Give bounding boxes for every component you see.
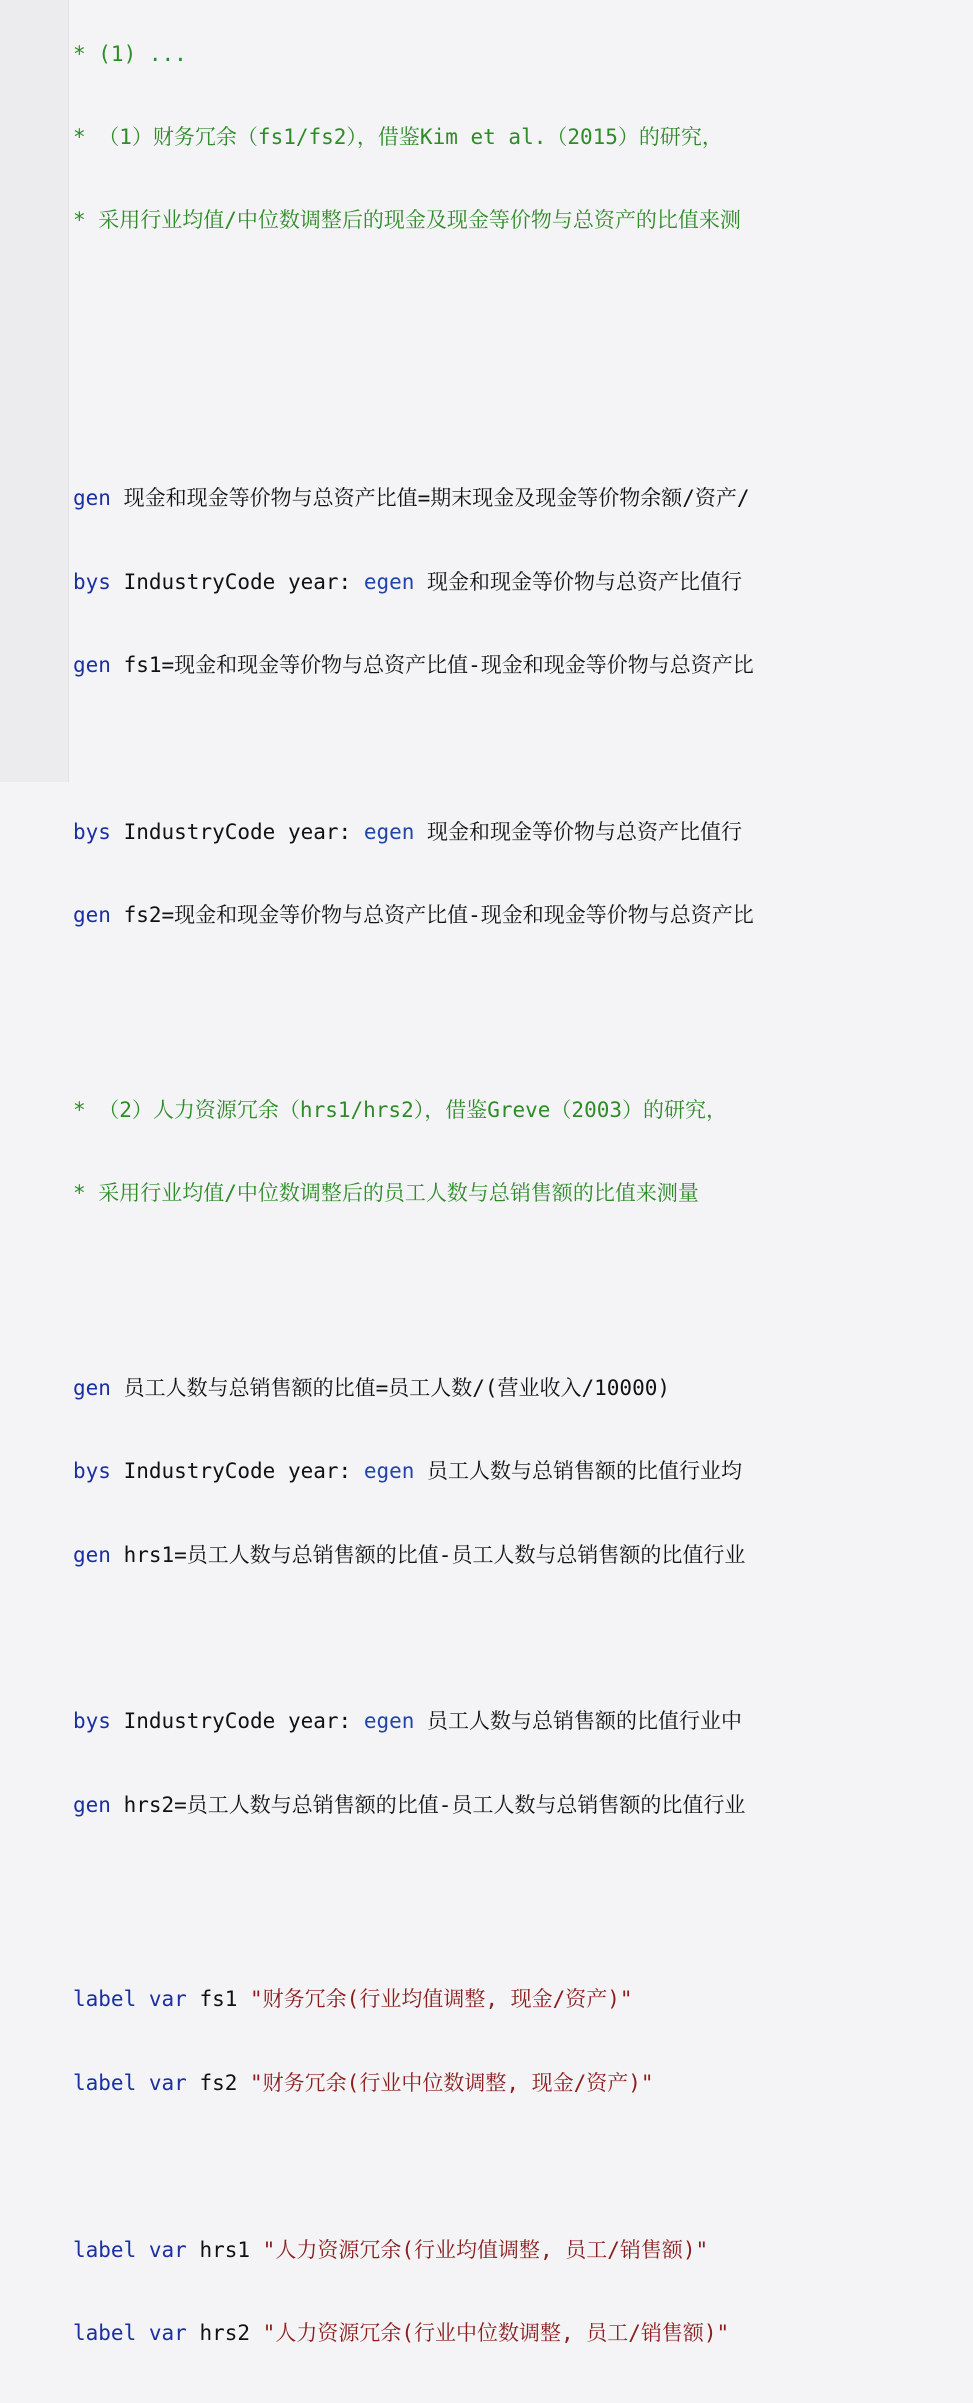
- blank-line: [73, 374, 973, 402]
- code-text: hrs2=员工人数与总销售额的比值-员工人数与总销售额的比值行业: [110, 1792, 746, 1817]
- blank-line: [73, 291, 973, 319]
- blank-line: [73, 986, 973, 1014]
- code-line: [73, 1986, 973, 2014]
- code-text: 现金和现金等价物与总资产比值=期末现金及现金等价物余额/资产/: [110, 486, 750, 511]
- blank-line: [73, 1625, 973, 1653]
- code-line: [73, 569, 973, 597]
- string-literal: "财务冗余(行业均值调整, 现金/资产)": [250, 1987, 633, 2012]
- code-line: [73, 2320, 973, 2348]
- code-line: [73, 902, 973, 930]
- code-text: 员工人数与总销售额的比值行业均: [414, 1459, 743, 1484]
- code-text: IndustryCode year:: [110, 569, 364, 594]
- keyword-var: var: [148, 2070, 187, 2095]
- code-line: [73, 652, 973, 680]
- code-text: fs2=现金和现金等价物与总资产比值-现金和现金等价物与总资产比: [110, 903, 754, 928]
- code-text: IndustryCode year:: [110, 819, 364, 844]
- keyword-bys: bys: [73, 819, 111, 844]
- keyword-egen: egen: [363, 819, 415, 844]
- keyword-var: var: [148, 2320, 187, 2345]
- keyword-bys: bys: [73, 1709, 111, 1734]
- keyword-label: label: [73, 2237, 137, 2262]
- keyword-egen: egen: [363, 569, 415, 594]
- blank-line: [73, 736, 973, 764]
- keyword-label: label: [73, 2070, 137, 2095]
- line-number-gutter: [0, 0, 69, 782]
- code-text: 员工人数与总销售额的比值=员工人数/(营业收入/10000): [110, 1375, 671, 1400]
- code-line: [73, 1708, 973, 1736]
- blank-line: [73, 1264, 973, 1292]
- keyword-egen: egen: [363, 1709, 415, 1734]
- keyword-gen: gen: [73, 486, 111, 511]
- keyword-bys: bys: [73, 569, 111, 594]
- keyword-var: var: [148, 2237, 187, 2262]
- code-text: hrs1=员工人数与总销售额的比值-员工人数与总销售额的比值行业: [110, 1542, 746, 1567]
- comment-line: * 采用行业均值/中位数调整后的员工人数与总销售额的比值来测量: [73, 1181, 699, 1206]
- comment-line: * 采用行业均值/中位数调整后的现金及现金等价物与总资产的比值来测: [73, 208, 741, 233]
- code-line: [73, 1792, 973, 1820]
- code-line: [73, 2237, 973, 2265]
- string-literal: "人力资源冗余(行业中位数调整, 员工/销售额)": [262, 2320, 730, 2345]
- string-literal: "人力资源冗余(行业均值调整, 员工/销售额)": [262, 2237, 709, 2262]
- code-line: [73, 1375, 973, 1403]
- code-text: IndustryCode year:: [110, 1709, 364, 1734]
- code-line-partial: * (1) ...: [73, 41, 187, 66]
- code-line: [73, 485, 973, 513]
- string-literal: "财务冗余(行业中位数调整, 现金/资产)": [250, 2070, 654, 2095]
- keyword-egen: egen: [363, 1459, 415, 1484]
- code-text: fs1=现金和现金等价物与总资产比值-现金和现金等价物与总资产比: [110, 653, 754, 678]
- keyword-label: label: [73, 1987, 137, 2012]
- variable-name: fs1: [186, 1987, 251, 2012]
- code-text: 现金和现金等价物与总资产比值行: [414, 819, 743, 844]
- code-text: 员工人数与总销售额的比值行业中: [414, 1709, 743, 1734]
- comment-line: * （1）财务冗余（fs1/fs2），借鉴Kim et al.（2015）的研究，: [73, 124, 723, 149]
- keyword-gen: gen: [73, 1375, 111, 1400]
- comment-line: * （2）人力资源冗余（hrs1/hrs2），借鉴Greve（2003）的研究，: [73, 1097, 728, 1122]
- code-text: 现金和现金等价物与总资产比值行: [414, 569, 743, 594]
- keyword-gen: gen: [73, 1542, 111, 1567]
- code-line: [73, 819, 973, 847]
- keyword-gen: gen: [73, 1792, 111, 1817]
- blank-line: [73, 1875, 973, 1903]
- blank-line: [73, 2153, 973, 2181]
- keyword-gen: gen: [73, 903, 111, 928]
- keyword-label: label: [73, 2320, 137, 2345]
- variable-name: hrs2: [186, 2320, 263, 2345]
- variable-name: fs2: [186, 2070, 251, 2095]
- keyword-bys: bys: [73, 1459, 111, 1484]
- keyword-gen: gen: [73, 653, 111, 678]
- code-line: [73, 1458, 973, 1486]
- variable-name: hrs1: [186, 2237, 263, 2262]
- keyword-var: var: [148, 1987, 187, 2012]
- code-area[interactable]: [73, 0, 973, 2403]
- code-text: IndustryCode year:: [110, 1459, 364, 1484]
- code-line: [73, 1542, 973, 1570]
- code-line: [73, 2070, 973, 2098]
